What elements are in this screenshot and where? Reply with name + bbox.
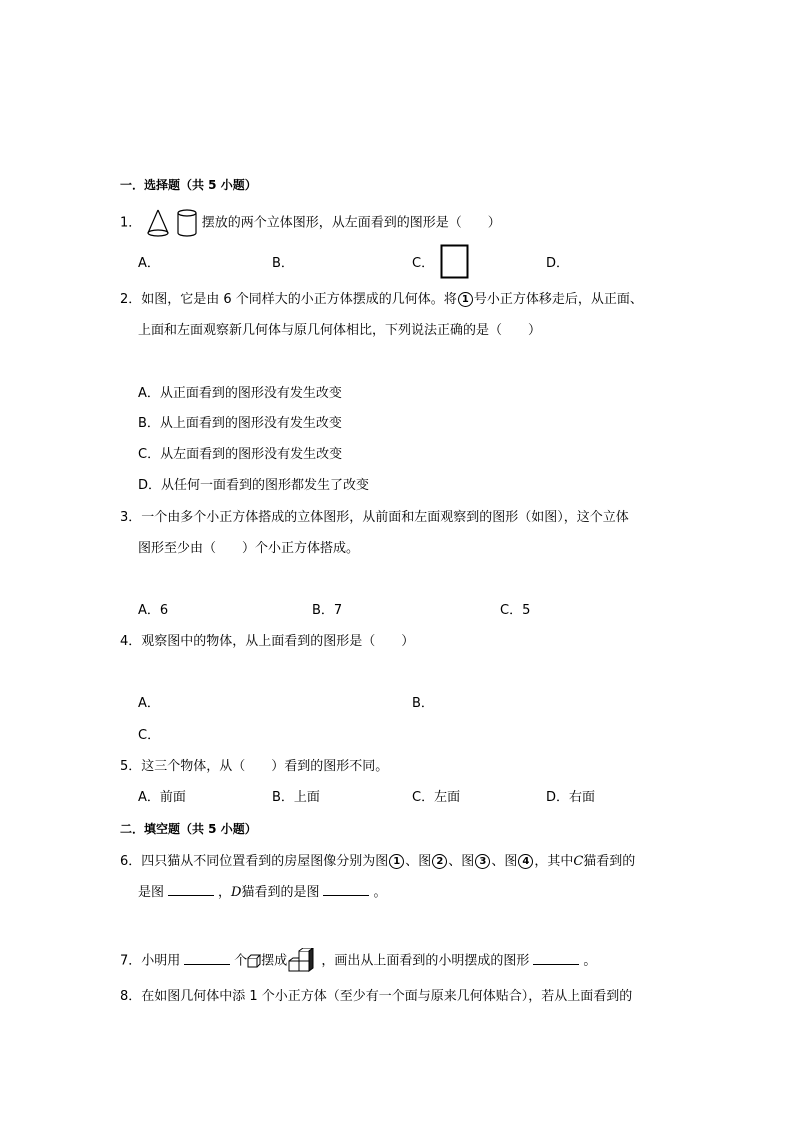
answer-blank-1[interactable]: [168, 883, 214, 896]
option-d[interactable]: D．右面: [546, 790, 596, 805]
option-label: C．: [412, 256, 435, 271]
circled-number-3: 3: [475, 854, 490, 869]
question-text: 7．小明用: [120, 953, 181, 969]
cat-label-c: C: [573, 854, 584, 869]
answer-blank-count[interactable]: [184, 952, 230, 965]
option-b[interactable]: B．从上面看到的图形没有发生改变: [138, 416, 342, 431]
stacked-cubes-icon: [287, 948, 321, 974]
question-text: 。: [373, 885, 387, 900]
question-text: 、图: [405, 854, 432, 869]
option-c[interactable]: C．从左面看到的图形没有发生改变: [138, 447, 343, 462]
option-c[interactable]: [412, 254, 434, 274]
option-b[interactable]: B．: [412, 696, 434, 711]
option-b[interactable]: B．7: [312, 603, 343, 618]
question-text: 2．如图，它是由 6 个同样大的小正方体摆成的几何体。将: [120, 292, 457, 307]
question-text: 号小正方体移走后，从正面、: [473, 292, 643, 307]
question-text: 、图: [448, 854, 475, 869]
option-c[interactable]: C．5: [500, 603, 531, 618]
question-text: 猫看到的: [583, 854, 636, 869]
question-text: 个: [234, 953, 248, 969]
question-text: 是图: [138, 885, 165, 900]
question-text: ，其中: [534, 854, 574, 869]
question-2-line-2: 上面和左面观察新几何体与原几何体相比，下列说法正确的是（ ）: [138, 323, 542, 338]
option-c[interactable]: C．左面: [412, 790, 461, 805]
question-1: [120, 208, 501, 238]
option-d[interactable]: D．从任何一面看到的图形都发生了改变: [138, 478, 370, 493]
cylinder-icon: [176, 208, 198, 238]
option-d[interactable]: D．: [546, 256, 570, 271]
option-a[interactable]: A．6: [138, 603, 169, 618]
circled-number-1: 1: [458, 292, 473, 307]
question-text: 、图: [491, 854, 518, 869]
option-a[interactable]: A．从正面看到的图形没有发生改变: [138, 386, 342, 401]
question-text: 摆放的两个立体图形，从左面看到的图形是（ ）: [201, 215, 501, 231]
question-text: 6．四只猫从不同位置看到的房屋图像分别为图: [120, 854, 389, 869]
question-6-line-1: [120, 852, 635, 872]
small-cube-icon: [247, 954, 261, 968]
section-title-fill: 二．填空题（共 5 小题）: [120, 822, 257, 836]
option-b[interactable]: B．: [272, 256, 294, 271]
question-3-line-2: 图形至少由（ ）个小正方体搭成。: [138, 541, 360, 556]
question-text: ，画出从上面看到的小明摆成的图形: [321, 953, 530, 969]
question-text: 。: [583, 953, 597, 969]
question-6-line-2: [138, 883, 387, 903]
rectangle-icon: [440, 244, 470, 280]
cone-icon: [145, 208, 171, 238]
question-8-line-1: 8．在如图几何体中添 1 个小正方体（至少有一个面与原来几何体贴合），若从上面看到的: [120, 989, 633, 1004]
section-title-choice: 一．选择题（共 5 小题）: [120, 178, 257, 192]
option-a[interactable]: A．前面: [138, 790, 186, 805]
question-number: 1．: [120, 215, 142, 231]
question-4: 4．观察图中的物体，从上面看到的图形是（ ）: [120, 634, 415, 649]
question-text: 摆成: [261, 953, 288, 969]
circled-number-4: 4: [518, 854, 533, 869]
option-a[interactable]: A．: [138, 696, 160, 711]
option-a[interactable]: A．: [138, 256, 160, 271]
question-text: 猫看到的是图: [241, 885, 320, 900]
question-text: ，: [218, 885, 232, 900]
circled-number-1: 1: [389, 854, 404, 869]
question-7: [120, 948, 596, 974]
answer-blank-drawing[interactable]: [533, 952, 579, 965]
question-2-line-1: [120, 290, 643, 310]
circled-number-2: 2: [432, 854, 447, 869]
option-b[interactable]: B．上面: [272, 790, 320, 805]
cat-label-d: D: [231, 885, 242, 900]
question-3-line-1: 3．一个由多个小正方体搭成的立体图形，从前面和左面观察到的图形（如图），这个立体: [120, 510, 629, 525]
question-5: 5．这三个物体，从（ ）看到的图形不同。: [120, 759, 389, 774]
answer-blank-2[interactable]: [323, 883, 369, 896]
option-c[interactable]: C．: [138, 728, 161, 743]
